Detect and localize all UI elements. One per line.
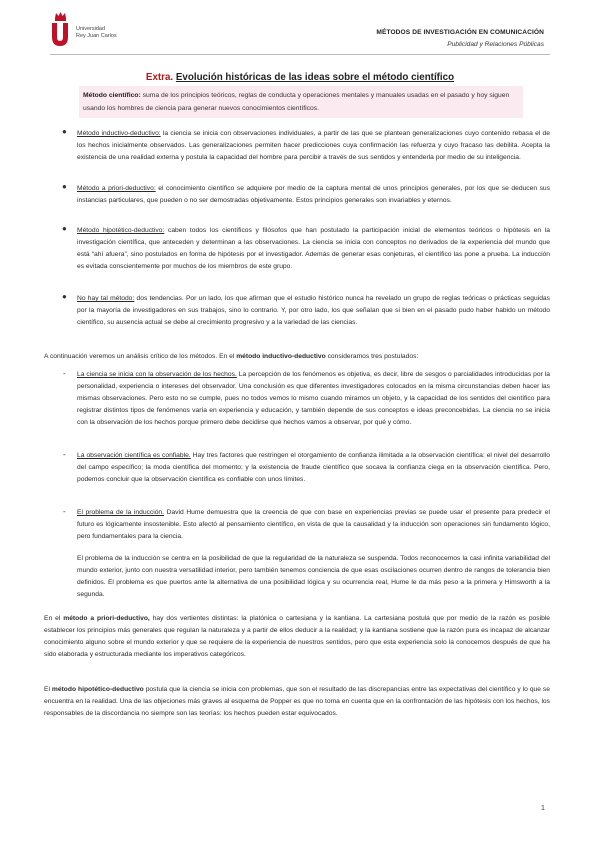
bullet-text: dos tendencias. Por un lado, los que afirman que el estudio histórico nunca ha revelado un grupo de reglas teóricas o prácticas seguidas por la mayoría de investigadores en sus trabajos, sino lo contrario. Y, por otro lado, los que señalan que si bien en el pasado pudo haber habido un método científico, su ausencia actual se debe al crecimiento progresivo y a la variedad de las ciencias.	[77, 295, 550, 327]
logo-line2: Rey Juan Carlos	[76, 33, 117, 39]
page-number: 1	[540, 803, 545, 812]
bullet-icon: ●	[62, 292, 67, 301]
bullet-icon: ●	[62, 127, 67, 136]
postulate-term: El problema de la inducción.	[77, 509, 165, 516]
apriori-text-after: hay dos vertientes distintas: la platónica o cartesiana y la kantiana. La cartesiana postula que por medio de la razón es posible establecer los principios más generales que regulan la naturaleza y a partir de ellos deducir a la realidad; y la kantiana sostiene que la razón pura es incapaz de alcanzar conocimiento alguno sobre el mundo exterior y que se requiere de la experiencia de nuestros sentidos, pero que esta experiencia solo la conocemos después de que ha sido elaborada y estructurada mediante los imperativos categóricos.	[44, 615, 551, 659]
dash-marker: -	[63, 450, 66, 459]
bullet-item	[77, 128, 550, 164]
postulate-item	[77, 369, 550, 429]
course-title: MÉTODOS DE INVESTIGACIÓN EN COMUNICACIÓN	[376, 29, 544, 36]
bullet-item	[77, 225, 550, 273]
intro-bold: método inductivo-deductivo	[236, 353, 326, 360]
apriori-text-before: En el	[44, 615, 64, 622]
bullet-item	[77, 293, 550, 329]
bullet-icon: ●	[62, 224, 67, 233]
definition-term: Método científico:	[83, 92, 141, 99]
postulate-text: David Hume demuestra que la creencia de que con base en experiencias previas se puede usar el presente para predecir el futuro es lógicamente insostenible. Esto afectó al pensamiento científico, en vista de que la causalidad y la inducción son operaciones sin fundamento lógico, pero fundamentales para la ciencia.	[77, 509, 551, 541]
postulate-extra-text: El problema de la inducción se centra en la posibilidad de que la regularidad de la naturaleza se suspenda. Todos reconocemos la casi infinita variabilidad del mundo exterior, junto con nuestra versatilidad interior, pero también tenemos conciencia de que esas oscilaciones ocurren dentro de rangos de tolerancia bien definidos. El problema es que puertos ante la alternativa de una posibilidad lógica y su ocurrencia real, Hume le da más peso a la primera y Himsworth a la segunda.	[77, 555, 550, 599]
bullet-term: Método hipotético-deductivo:	[77, 227, 165, 234]
bullet-text: la ciencia se inicia con observaciones individuales, a partir de las que se plantean generalizaciones cuyo contenido rebasa el de los hechos inicialmente observados. Las generalizaciones permiten hacer predicciones cuya confirmación las refuerza y cuyo fracaso las debilita. Acepta la existencia de una realidad externa y postula la capacidad del hombre para percibir a través de sus sentidos y entenderla por medio de su inteligencia.	[77, 130, 550, 162]
intro-paragraph	[44, 351, 550, 363]
bullet-term: No hay tal método:	[77, 295, 135, 302]
logo-u-mark	[50, 23, 70, 47]
apriori-bold: método a priori-deductivo,	[63, 615, 150, 622]
postulate-text: Hay tres factores que restringen el otorgamiento de confianza ilimitada a la observación científica: el nivel del desarrollo del campo específico; la moda científica del momento; y la existencia de fraude científico que socava la confianza ciega en la observación científica. Pero, podemos concluir que la observación científica es confiable con unos límites.	[77, 452, 550, 484]
bullet-item	[77, 183, 550, 207]
intro-text-before: A continuación veremos un análisis crítico de los métodos. En el	[44, 353, 237, 360]
definition-box	[79, 86, 523, 118]
postulate-term: La observación científica es confiable.	[77, 452, 191, 459]
hipotetico-paragraph	[44, 684, 550, 720]
dash-marker: -	[63, 507, 66, 516]
hipotetico-text-before: El	[44, 686, 52, 693]
intro-text-after: consideramos tres postulados:	[325, 353, 419, 360]
logo-text	[76, 26, 117, 40]
postulate-item	[77, 507, 550, 543]
postulate-text: La percepción de los fenómenos es objetiva, es decir, libre de sesgos o parcialidades introducidas por la personalidad, experiencia o intereses del observador. Una conclusión es que diferentes investigadores colocados en la misma circunstancias deben hacer las mismas observaciones. Pero esto no se cumple, pues no todos vemos lo mismo cuando miramos un objeto, y la capacidad de los sentidos del científico para registrar distintos tipos de fenómenos varía en experiencia y educación, y también depende de sus conceptos e ideas preconcebidas. La ciencia no se inicia con la observación de los hechos porque primero debe decidirse qué hechos vamos a observar, por qué y cómo.	[77, 371, 550, 427]
bullet-text: el conocimiento científico se adquiere por medio de la captura mental de unos principios generales, por los que se deducen sus instancias particulares, que pueden o no ser demostradas objetivamente. Estos principios generales son invariables y eternos.	[77, 185, 550, 205]
apriori-paragraph	[44, 613, 550, 661]
bullet-text: caben todos los científicos y filósofos que han postulado la participación inicial de elementos teóricos o hipótesis en la investigación científica, que anteceden y determinan a las observaciones. La ciencia se inicia con conceptos no derivados de la experiencia del mundo que está “ahí afuera”, sino postulados en forma de hipótesis por el investigador. Además de generar esas conjeturas, el científico las pone a prueba. La inducción es evitada conscientemente por muchos de los miembros de este grupo.	[77, 227, 550, 271]
postulate-item	[77, 450, 550, 486]
bullet-term: Método a priori-deductivo:	[77, 185, 156, 192]
hipotetico-bold: método hipotético-deductivo	[51, 686, 144, 693]
hipotetico-text-after: postula que la ciencia se inicia con problemas, que son el resultado de las discrepancias entre las expectativas del científico y lo que se encuentra en la realidad. Una de las objeciones más graves al esquema de Popper es que no toma en cuenta que en la confrontación de las hipótesis con los hechos, los responsables de la discordancia no siempre son las teorías: los hechos pueden estar equivocados.	[44, 686, 550, 718]
bullet-term: Método inductivo-deductivo:	[77, 130, 161, 137]
definition-text: suma de los principios teóricos, reglas de conducta y operaciones mentales y manuales usadas en el pasado y hoy siguen usando los hombres de ciencia para generar nuevos conocimientos científicos.	[83, 92, 510, 113]
university-logo	[50, 12, 120, 52]
postulate-term: La ciencia se inicia con la observación de los hechos.	[77, 371, 237, 378]
crown-icon	[54, 12, 67, 22]
page-title	[0, 72, 600, 83]
title-text: Evolución históricas de las ideas sobre el método científico	[175, 72, 455, 83]
dash-marker: -	[63, 369, 66, 378]
title-prefix: Extra.	[145, 72, 174, 83]
degree-name: Publicidad y Relaciones Públicas	[447, 41, 544, 48]
logo-line1: Universidad	[76, 26, 106, 32]
bullet-icon: ●	[62, 182, 67, 191]
postulate-extra-paragraph	[77, 553, 550, 601]
header-divider	[50, 54, 550, 55]
